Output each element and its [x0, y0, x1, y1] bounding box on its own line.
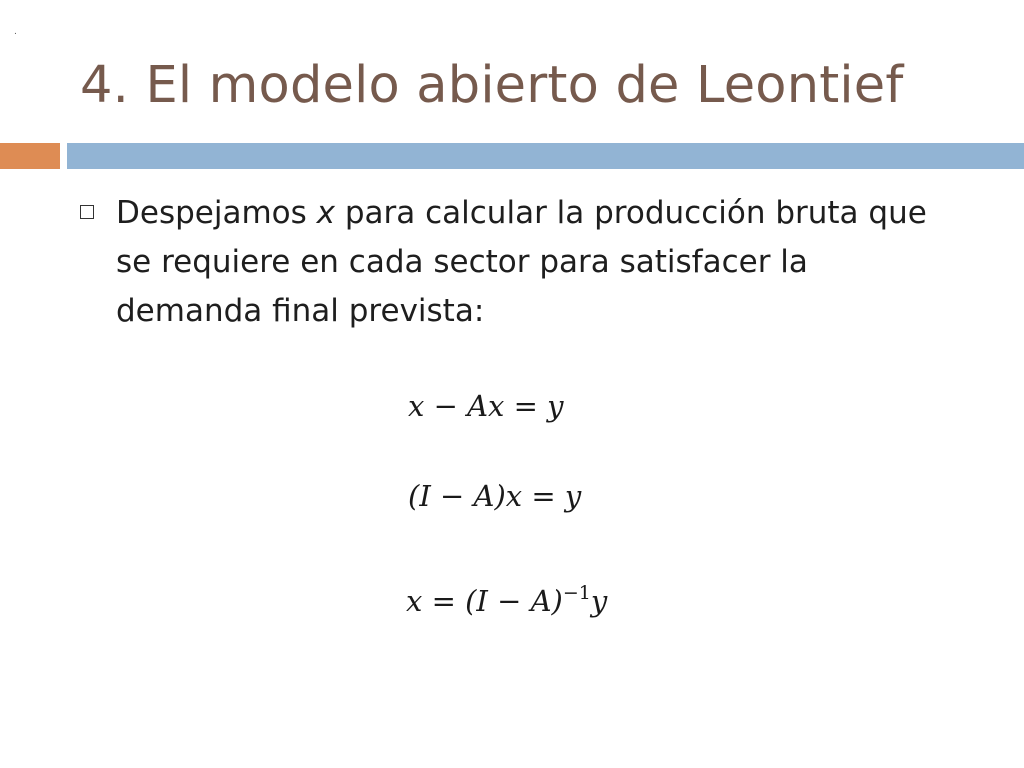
equation-3-exponent: −1	[562, 582, 591, 604]
equation-3-main: x = (I − A)	[406, 584, 563, 618]
bullet-text-start: Despejamos	[116, 195, 317, 231]
bullet-text	[116, 189, 951, 336]
title-accent-bar-blue	[67, 143, 1024, 169]
equation-2: (I − A)x = y	[408, 479, 582, 513]
bullet-text-end: para calcular la producción bruta que se requiere en cada sector para satisfacer la demanda final prevista:	[116, 195, 927, 329]
bullet-variable: x	[316, 195, 335, 231]
title-accent-bar-orange	[0, 143, 60, 169]
slide-title: 4. El modelo abierto de Leontief	[80, 56, 904, 115]
equation-3-tail: y	[590, 584, 608, 618]
equation-1: x − Ax = y	[408, 389, 564, 423]
corner-mark: .	[14, 27, 17, 37]
equation-3	[406, 581, 607, 625]
bullet-square-icon	[80, 205, 94, 219]
